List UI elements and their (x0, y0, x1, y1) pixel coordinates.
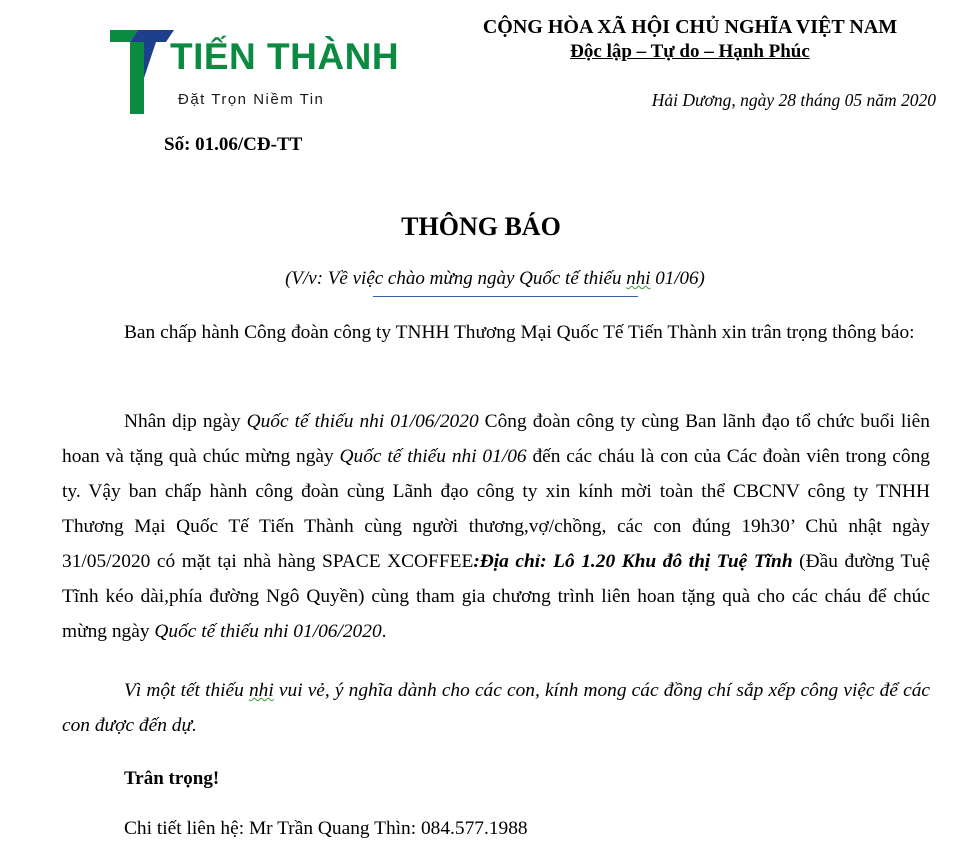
p2-event-name-1: Quốc tế thiếu nhi 01/06/2020 (246, 411, 479, 432)
p3-wavy-word: nhi (248, 680, 274, 701)
subject-underline (373, 296, 638, 297)
document-subject (0, 268, 962, 290)
p3-text-2: vui vẻ, ý nghĩa dành cho các con, kính mong các đồng chí sắp xếp công việc để các con được đến dự. (62, 680, 931, 736)
place-date: Hải Dương, ngày 28 tháng 05 năm 2020 (651, 90, 936, 110)
p2-text-1: Nhân dịp ngày (124, 411, 247, 432)
company-logo (108, 18, 400, 118)
national-header (460, 14, 920, 64)
brand-name: TIẾN THÀNH (170, 36, 400, 77)
tien-thanh-logo-icon (108, 18, 178, 118)
closing-line: Trân trọng! (124, 768, 220, 789)
p3-text-1: Vì một tết thiếu (124, 680, 249, 701)
paragraph-intro: Ban chấp hành Công đoàn công ty TNHH Thương Mại Quốc Tế Tiến Thành xin trân trọng thông báo: (124, 322, 915, 343)
p2-text-5: . (381, 621, 387, 642)
p2-event-name-2: Quốc tế thiếu nhi 01/06 (339, 446, 527, 467)
p2-address: :Địa chỉ: Lô 1.20 Khu đô thị Tuệ Tĩnh (473, 551, 793, 572)
p2-event-name-3: Quốc tế thiếu nhi 01/06/2020 (154, 621, 382, 642)
document-title: THÔNG BÁO (401, 212, 561, 241)
p2-text-3: đến các cháu là con của Các đoàn viên trong công ty. Vậy ban chấp hành công đoàn cùng Lãnh đạo công ty xin kính mời toàn thể CBCNV công ty TNHH Thương Mại Quốc Tế Tiến Thành cùng người thương,vợ/chồng, các con đúng 19h30’ Chủ nhật ngày 31/05/2020 có mặt tại nhà hàng SPACE XCOFFEE (62, 446, 930, 572)
national-motto: Độc lập – Tự do – Hạnh Phúc (570, 41, 810, 62)
document-number: Số: 01.06/CĐ-TT (164, 134, 303, 155)
paragraph-request (62, 673, 930, 743)
subject-suffix: 01/06) (650, 268, 705, 289)
paragraph-invitation (62, 404, 930, 649)
p2-text-4: (Đầu đường Tuệ Tĩnh kéo dài,phía đường Ngô Quyền) cùng tham gia chương trình liên hoan tặng quà cho các cháu để chúc mừng ngày (62, 551, 930, 642)
contact-line: Chi tiết liên hệ: Mr Trần Quang Thìn: 084.577.1988 (124, 818, 528, 839)
subject-wavy-word: nhi (626, 268, 651, 289)
country-line: CỘNG HÒA XÃ HỘI CHỦ NGHĨA VIỆT NAM (482, 16, 898, 38)
subject-prefix: (V/v: Về việc chào mừng ngày Quốc tế thiếu (285, 268, 627, 289)
brand-slogan: Đặt Trọn Niềm Tin (178, 91, 325, 108)
p2-text-2: Công đoàn công ty cùng Ban lãnh đạo tổ chức buổi liên hoan và tặng quà chúc mừng ngày (62, 411, 930, 467)
